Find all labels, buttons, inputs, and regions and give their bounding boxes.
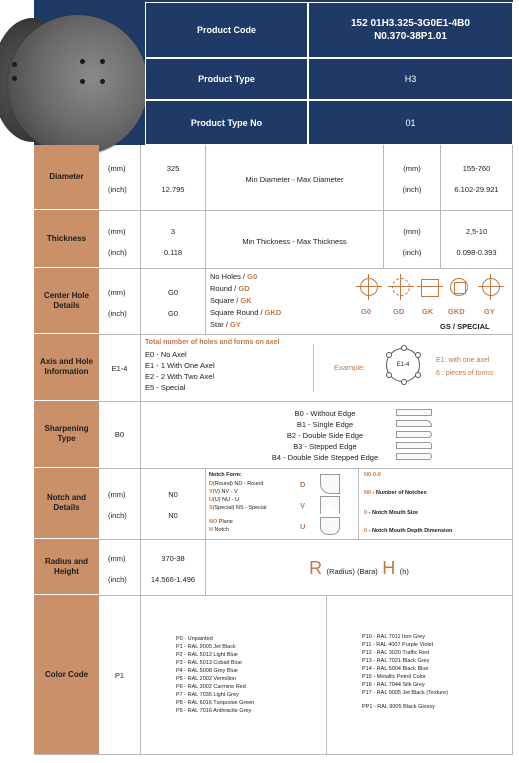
color-item: P14 - RAL 5004 Black Blue <box>362 666 429 672</box>
col-divider <box>140 595 141 755</box>
notch-v-icon <box>320 496 340 514</box>
product-code-line-1: 152 01H3.325-3G0E1-4B0 <box>351 18 470 29</box>
notch-mm-value: N0 <box>168 490 178 499</box>
axis-label-text: Axis and Hole Information <box>40 357 93 376</box>
color-item: P2 - RAL 5012 Light Blue <box>176 652 238 658</box>
product-code-line-2: N0.370-38P1.01 <box>374 31 447 42</box>
hole-gd-icon <box>392 278 410 296</box>
color-item: PP1 - RAL 9005 Black Glossy <box>362 704 435 710</box>
row-divider <box>99 334 513 335</box>
center-hole-label-text: Center Hole Details <box>44 290 89 310</box>
option-code: GY <box>230 320 241 329</box>
sharpening-label-text: Sharpening Type <box>44 424 89 443</box>
hole-gk-icon <box>421 279 439 297</box>
hole-g0-cross-icon <box>356 286 382 287</box>
center-hole-option <box>210 296 252 305</box>
notch-shape-letter-d: D <box>300 480 306 489</box>
diameter-mm-value: 325 <box>166 164 180 173</box>
center-hole-unit-inch: (inch) <box>108 309 127 318</box>
diameter-inch-value: 12.795 <box>161 185 185 194</box>
color-item: P9 - RAL 7016 Anthracite Grey <box>176 708 252 714</box>
color-item: P15 - Metallic Petrol Color <box>362 674 426 680</box>
hole-gkd-square-icon <box>454 282 466 294</box>
disc-hole <box>100 79 105 84</box>
color-item: P10 - RAL 7011 Iron Grey <box>362 634 425 640</box>
axis-line: E0 - No Axel <box>145 350 187 359</box>
option-text: Square / <box>210 296 241 305</box>
col-divider <box>140 539 141 595</box>
hole-icon-label-g0: G0 <box>361 307 372 316</box>
notch-label <box>34 468 99 539</box>
thickness-unit-mm: (mm) <box>108 227 126 236</box>
notch-round-icon <box>320 474 340 494</box>
color-item: P12 - RAL 3020 Traffic Red <box>362 650 429 656</box>
notch-desc <box>364 510 418 516</box>
axis-line: E2 - 2 With Two Axel <box>145 372 215 381</box>
disc-side-hole <box>12 76 17 81</box>
notch-label-text: Notch and Details <box>46 493 87 512</box>
notch-form-text: (Special) NS - Special <box>212 505 267 511</box>
axis-label <box>34 334 99 401</box>
axis-form-dot <box>415 352 421 358</box>
notch-form-text: (V) NV - V <box>212 489 238 495</box>
sharpening-line: B4 - Double Side Stepped Edge <box>271 453 379 462</box>
hole-gd-cross-icon <box>388 286 414 287</box>
radius-h-text: (h) <box>399 567 409 576</box>
notch-form-code: V <box>209 489 213 495</box>
center-hole-unit-mm: (mm) <box>108 288 126 297</box>
col-divider <box>140 468 141 539</box>
axis-form-dot <box>401 345 407 351</box>
notch-plane-code: NO <box>209 519 218 525</box>
thickness-range-mm: 2,5-10 <box>465 227 488 236</box>
notch-desc-text: - Number of Notches <box>371 490 427 496</box>
option-text: Round / <box>210 284 239 293</box>
center-hole-inch-value: G0 <box>167 309 178 318</box>
color-value: P1 <box>114 671 125 680</box>
color-item: P7 - RAL 7035 Light Grey <box>176 692 239 698</box>
notch-plane-text: Plane <box>217 519 233 525</box>
center-hole-option <box>210 272 257 281</box>
product-type-value: H3 <box>308 58 513 100</box>
sharpening-line: B2 - Double Side Edge <box>286 431 364 440</box>
axis-line: E1 - 1 With One Axel <box>145 361 215 370</box>
product-type-no-label: Product Type No <box>145 100 308 145</box>
notch-notch <box>209 527 229 533</box>
option-code: G0 <box>247 272 258 281</box>
notch-form <box>209 481 263 487</box>
notch-code-example: N0-0-0 <box>364 472 381 478</box>
color-item: P8 - RAL 6016 Turquoise Green <box>176 700 255 706</box>
option-code: GKD <box>264 308 282 317</box>
thickness-range-label: Min Thickness - Max Thickness <box>242 237 347 246</box>
product-type-no-value: 01 <box>308 100 513 145</box>
color-item: P13 - RAL 7021 Black Grey <box>362 658 430 664</box>
hole-g0-icon <box>360 278 378 296</box>
edge-b4-icon <box>396 453 432 460</box>
notch-notch-text: Notch <box>212 527 229 533</box>
diameter-range-inch: 6.102-29.921 <box>454 185 499 194</box>
color-item: P0 - Unpainted <box>176 636 213 642</box>
center-hole-option <box>210 284 250 293</box>
product-disc-image <box>8 15 148 155</box>
option-text: Star / <box>210 320 231 329</box>
row-divider <box>99 268 513 269</box>
axis-form-dot <box>415 372 421 378</box>
thickness-label: Thickness <box>34 210 99 268</box>
edge-b1-icon <box>396 420 432 427</box>
color-item: P16 - RAL 7044 Silk Grey <box>362 682 425 688</box>
color-item: P5 - RAL 2002 Vermilion <box>176 676 237 682</box>
col-divider <box>140 334 141 401</box>
notch-inch-value: N0 <box>168 511 178 520</box>
color-item: P3 - RAL 5013 Cobalt Blue <box>176 660 242 666</box>
hole-icon-label-gkd: GKD <box>448 307 465 316</box>
option-code: GD <box>238 284 250 293</box>
sharpening-line: B3 - Stepped Edge <box>293 442 357 451</box>
notch-desc <box>364 528 452 534</box>
radius-label-text: Radius and Height <box>44 556 89 576</box>
axis-form-dot <box>401 379 407 385</box>
diameter-range-mm: 155-760 <box>462 164 491 173</box>
row-divider <box>99 595 513 596</box>
thickness-inch-value: 0.118 <box>163 248 183 257</box>
thickness-range-inch: 0.098-0.393 <box>456 248 497 257</box>
notch-form-code: U <box>209 497 213 503</box>
hole-g0-cross-icon <box>368 274 369 300</box>
center-hole-option <box>210 308 281 317</box>
right-border <box>512 145 513 755</box>
axis-note-2: 6 : pieces of forms <box>436 370 494 377</box>
center-hole-label <box>34 268 99 334</box>
radius-formula <box>206 558 512 579</box>
row-divider <box>99 468 513 469</box>
col-divider <box>326 595 327 755</box>
diameter-range-label: Min Diameter - Max Diameter <box>245 175 344 184</box>
center-hole-option <box>210 320 241 329</box>
radius-h-letter: H <box>382 558 396 578</box>
center-hole-mm-value: G0 <box>167 288 178 297</box>
notch-form <box>209 489 238 495</box>
hole-gk-cross-icon <box>417 286 443 287</box>
disc-side-hole <box>12 62 17 67</box>
disc-hole <box>100 59 105 64</box>
notch-form-code: S <box>209 505 213 511</box>
color-item: P17 - RAL 9005 Jet Black (Texture) <box>362 690 449 696</box>
row-divider <box>99 401 513 402</box>
notch-shape-letter-v: V <box>300 501 306 510</box>
color-item: P6 - RAL 3002 Carmine Red <box>176 684 246 690</box>
diameter-label: Diameter <box>34 145 99 210</box>
edge-b0-icon <box>396 409 432 416</box>
thickness-range-unit-mm: (mm) <box>403 227 421 236</box>
radius-r-letter: R <box>309 558 323 578</box>
notch-desc-text: - Notch Mouth Size <box>367 510 419 516</box>
axis-inner-divider <box>313 344 314 392</box>
notch-unit-inch: (inch) <box>108 511 127 520</box>
option-text: Square Round / <box>210 308 265 317</box>
disc-hole <box>80 59 85 64</box>
option-code: GK <box>240 296 252 305</box>
thickness-unit-inch: (inch) <box>108 248 127 257</box>
hole-icon-label-gy: GY <box>484 307 495 316</box>
notch-unit-mm: (mm) <box>108 490 126 499</box>
hole-icon-label-gd: GD <box>393 307 405 316</box>
notch-desc-code: 0 <box>364 528 368 534</box>
axis-example-label: Example: <box>334 363 366 372</box>
notch-desc-code: N0 <box>364 490 372 496</box>
radius-inch-value: 14.566-1.496 <box>150 575 196 584</box>
col-divider <box>140 401 141 468</box>
edge-b3-icon <box>396 442 432 449</box>
notch-form-text: (U) NU - U <box>212 497 239 503</box>
hole-gy-cross-icon <box>490 274 491 300</box>
sharpening-value: B0 <box>114 430 125 439</box>
color-item: P1 - RAL 9005 Jet Black <box>176 644 236 650</box>
notch-form-code: D <box>209 481 213 487</box>
thickness-range-unit-inch: (inch) <box>402 248 422 257</box>
color-label: Color Code <box>34 595 99 755</box>
col-divider <box>140 268 141 334</box>
notch-form <box>209 505 266 511</box>
axis-form-dot <box>386 372 392 378</box>
notch-desc-code: 0 <box>364 510 368 516</box>
radius-mm-value: 370-38 <box>161 554 185 563</box>
diameter-unit-inch: (inch) <box>108 185 127 194</box>
hole-gy-icon <box>482 278 500 296</box>
radius-r-text: (Radius) (Bara) <box>326 567 378 576</box>
notch-desc <box>364 490 427 496</box>
row-divider <box>99 539 513 540</box>
hole-icon-label-gk: GK <box>422 307 434 316</box>
hole-special-label: GS / SPECIAL <box>440 322 490 331</box>
diameter-range-unit-mm: (mm) <box>403 164 421 173</box>
product-code-value <box>308 2 513 58</box>
sharpening-line: B1 - Single Edge <box>296 420 354 429</box>
axis-line: E5 - Special <box>145 383 186 392</box>
axis-example-code: E1-4 <box>396 362 410 368</box>
product-code-label: Product Code <box>145 2 308 58</box>
notch-plane <box>209 519 233 525</box>
radius-unit-mm: (mm) <box>108 554 126 563</box>
row-divider <box>34 754 513 755</box>
hole-gy-cross-icon <box>478 286 504 287</box>
color-item: P4 - RAL 5008 Grey Blue <box>176 668 238 674</box>
option-text: No Holes / <box>210 272 248 281</box>
radius-label <box>34 539 99 595</box>
row-divider <box>99 210 513 211</box>
notch-u-icon <box>320 517 340 535</box>
product-type-label: Product Type <box>145 58 308 100</box>
axis-form-dot <box>386 352 392 358</box>
edge-b2-icon <box>396 431 432 438</box>
notch-desc-text: - Notch Mouth Depth Dimension <box>367 528 453 534</box>
notch-notch-code: N <box>209 527 213 533</box>
axis-note-1: E1: with one axel <box>436 357 490 364</box>
thickness-mm-value: 3 <box>170 227 176 236</box>
sharpening-label <box>34 401 99 468</box>
notch-form-text: (Round) ND - Round <box>212 481 264 487</box>
col-divider <box>358 468 359 539</box>
notch-shape-letter-u: U <box>300 522 306 531</box>
disc-hole <box>80 79 85 84</box>
diameter-range-unit-inch: (inch) <box>402 185 422 194</box>
color-item: P11 - RAL 4007 Purple Violet <box>362 642 434 648</box>
col-divider <box>205 468 206 539</box>
notch-form-title: Notch Form: <box>209 472 242 478</box>
axis-heading: Total number of holes and forms on axel <box>145 339 280 346</box>
sharpening-line: B0 - Without Edge <box>294 409 356 418</box>
hole-gd-cross-icon <box>400 274 401 300</box>
diameter-unit-mm: (mm) <box>108 164 126 173</box>
radius-unit-inch: (inch) <box>108 575 127 584</box>
axis-value: E1-4 <box>111 364 128 373</box>
notch-form <box>209 497 239 503</box>
